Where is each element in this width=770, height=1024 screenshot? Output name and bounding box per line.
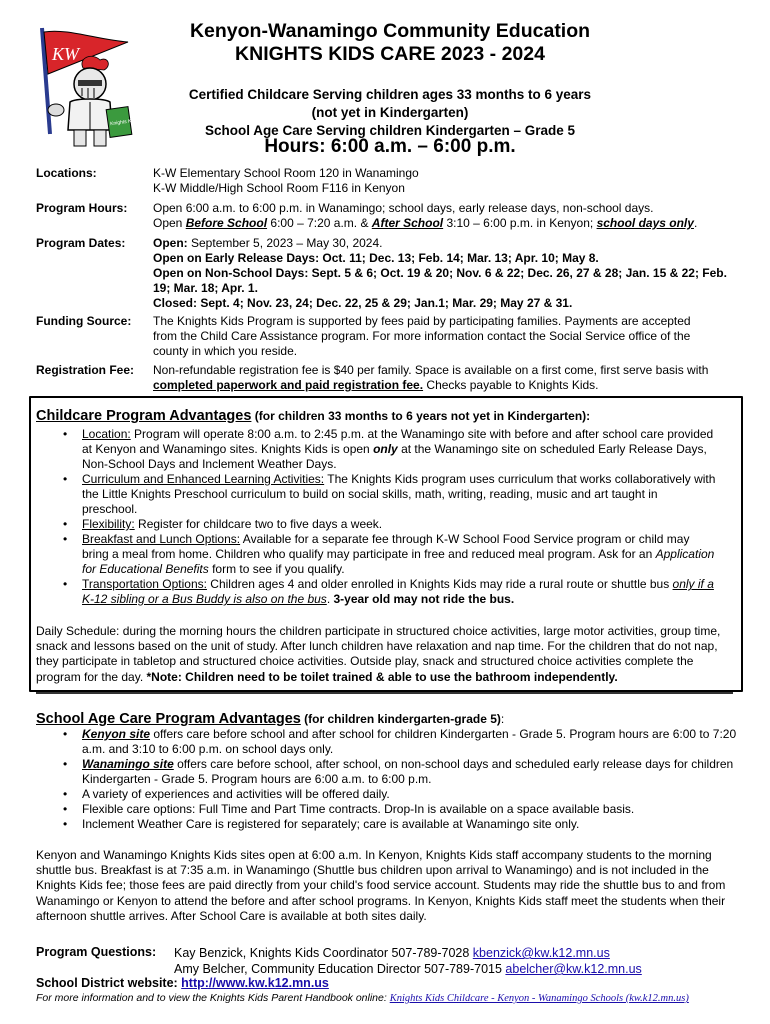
kindergarten-note: (not yet in Kindergarten) — [311, 105, 469, 120]
website-line — [36, 976, 329, 990]
wanamingo-site-label: Wanamingo site — [82, 757, 174, 771]
flag-text: KW — [52, 44, 79, 64]
early-release-dates — [153, 251, 753, 266]
list-item — [36, 532, 716, 577]
location-text-end: at the Wanamingo site on scheduled Early Release Days, Non-School Days and Inclement Weather Days. — [82, 442, 707, 471]
application-form-text: Application for Educational Benefits — [82, 547, 715, 576]
daily-schedule — [36, 624, 734, 685]
daily-schedule-text: Daily Schedule: during the morning hours the children participate in structured choice activities, large motor activities, group time, snack and lessons based on the unit of study. After lunch children have relaxation and nap time. For the children that do not nap, they participate in tabletop and structured choice activities. Outside play, snack and structured choice activities complete the program for the day. — [36, 624, 721, 684]
hours-heading: Hours: 6:00 a.m. – 6:00 p.m. — [264, 136, 516, 157]
contact-coordinator — [174, 945, 642, 961]
program-hours-value — [153, 201, 753, 231]
program-title: KNIGHTS KIDS CARE 2023 - 2024 — [235, 43, 545, 65]
school-days-only-text: school days only — [596, 216, 694, 230]
open-label: Open: — [153, 236, 188, 250]
childcare-heading — [36, 408, 736, 424]
wanamingo-site-text: offers care before school, after school, on non-school days and scheduled early release days for children Kindergarten - Grade 5. Program hours are 6:00 a.m. to 6:00 p.m. — [82, 757, 734, 786]
non-school-dates — [153, 266, 753, 281]
school-age-line: School Age Care Serving children Kindergarten – Grade 5 — [204, 123, 576, 138]
open-dates — [153, 236, 753, 251]
meals-text-end: form to see if you qualify. — [208, 562, 345, 576]
bus-buddy-text: only if a K-12 sibling or a Bus Buddy is also on the bus — [82, 577, 714, 606]
transportation-dot: . — [326, 592, 334, 606]
book-text: Knights Kids — [109, 117, 139, 128]
kenyon-site-label: Kenyon site — [82, 727, 151, 741]
program-hours-label: Program Hours: — [36, 201, 128, 215]
non-school-dates-cont — [153, 281, 753, 296]
transportation-label: Transportation Options: — [82, 577, 207, 591]
sites-paragraph: Kenyon and Wanamingo Knights Kids sites open at 6:00 a.m. In Kenyon, Knights Kids staff accompany students to the morning shuttle bus. Breakfast is at 7:35 a.m. in Wanamingo (Shuttle bus children upon arrival to Wanamingo) and is not included in the Knights Kids fee; those fees are paid directly from your child's food service account. Students may ride the shuttle bus to and from Wanamingo or Kenyon to attend the before and after school programs. In Kenyon, Knights Kids staff meet the students when their afternoon shuttle arrives. After School Care is available at both sites daily. — [36, 848, 726, 923]
flexibility-text: Register for childcare two to five days a week. — [134, 517, 383, 531]
registration-line-1: Non-refundable registration fee is $40 per family. Space is available on a first come, first serve basis with — [153, 363, 709, 377]
childcare-list — [36, 427, 716, 607]
nonschool-text: Sept. 5 & 6; Oct. 19 & 20; Nov. 6 & 22; Dec. 26, 27 & 28; Jan. 15 & 22; Feb. — [308, 266, 727, 280]
school-age-list — [36, 727, 742, 832]
curriculum-text: The Knights Kids program uses curriculum that works collaboratively with the Little Knights Preschool curriculum to build on social skills, math, writing, reading, music and art taught in preschool. — [82, 472, 716, 516]
locations-value — [153, 166, 753, 196]
program-questions-label: Program Questions: — [36, 945, 157, 959]
childcare-subtitle: (for children 33 months to 6 years not yet in Kindergarten): — [251, 409, 591, 423]
registration-label: Registration Fee: — [36, 363, 135, 377]
list-item — [36, 517, 716, 532]
school-age-subtitle: (for children kindergarten-grade 5) — [300, 712, 501, 726]
contact-director — [174, 961, 642, 977]
list-item: • Inclement Weather Care is registered for separately; care is available at Wanamingo site only. — [36, 817, 742, 832]
early-text: Oct. 11; Dec. 13; Feb. 14; Mar. 13; Apr. 10; May 8. — [319, 251, 599, 265]
location-2: K-W Middle/High School Room F116 in Kenyon — [153, 181, 405, 195]
funding-value — [153, 314, 753, 359]
funding-label: Funding Source: — [36, 314, 132, 328]
hours-text: 3:10 – 6:00 p.m. in Kenyon; — [443, 216, 597, 230]
hours-text: . — [693, 216, 698, 230]
registration-line-2 — [153, 378, 753, 393]
nonschool-text-2: 19; Mar. 18; Apr. 1. — [153, 281, 258, 295]
closed-dates — [153, 296, 753, 311]
list-item — [36, 577, 716, 607]
certified-line: Certified Childcare Serving children ages 33 months to 6 years — [188, 87, 592, 102]
only-text: only — [373, 442, 398, 456]
list-item — [36, 757, 742, 787]
registration-value — [153, 363, 753, 393]
no-bus-warning: 3-year old may not ride the bus. — [333, 592, 515, 606]
coordinator-email-link[interactable]: kbenzick@kw.k12.mn.us — [472, 946, 610, 960]
curriculum-label: Curriculum and Enhanced Learning Activities: — [82, 472, 325, 486]
knight-mascot-logo — [28, 22, 140, 150]
locations-label: Locations: — [36, 166, 97, 180]
early-label: Open on Early Release Days: — [153, 251, 320, 265]
director-email-link[interactable]: abelcher@kw.k12.mn.us — [505, 962, 642, 976]
closed-label: Closed: — [153, 296, 198, 310]
school-age-title: School Age Care Program Advantages — [36, 711, 301, 727]
location-text: Program will operate 8:00 a.m. to 2:45 p.m. at the Wanamingo site with before and after school care provided at Kenyon and Wanamingo sites. Knights Kids is open — [82, 427, 714, 456]
funding-line-1: The Knights Kids Program is supported by fees paid by participating families. Payments are accepted — [153, 314, 691, 328]
funding-line-3: county in which you reside. — [153, 344, 298, 358]
org-title: Kenyon-Wanamingo Community Education — [189, 20, 591, 42]
toilet-trained-note: *Note: Children need to be toilet trained & able to use the bathroom independently. — [146, 669, 618, 684]
website-label: School District website: — [36, 976, 182, 990]
list-item — [36, 427, 716, 472]
meals-text: Available for a separate fee through K-W School Food Service program or child may bring a meal from home. Children who qualify may participate in free and reduced meal program. Ask for an — [82, 532, 690, 561]
knight-mascot-icon — [28, 22, 140, 150]
handbook-link[interactable]: Knights Kids Childcare - Kenyon - Wanamingo Schools (kw.k12.mn.us) — [389, 993, 689, 1004]
coordinator-text: Kay Benzick, Knights Kids Coordinator 507-789-7028 — [174, 946, 473, 960]
website-link[interactable]: http://www.kw.k12.mn.us — [181, 976, 329, 990]
hours-text: Open — [153, 216, 186, 230]
program-dates-value — [153, 236, 753, 311]
funding-line-2: from the Child Care Assistance program. For more information contact the Social Service office of the — [153, 329, 691, 343]
completed-paperwork-text: completed paperwork and paid registration fee. — [153, 378, 424, 392]
open-text: September 5, 2023 – May 30, 2024. — [187, 236, 383, 250]
location-label: Location: — [82, 427, 131, 441]
list-item — [36, 727, 742, 757]
list-item: • Flexible care options: Full Time and Part Time contracts. Drop-In is available on a space available basis. — [36, 802, 742, 817]
flexibility-label: Flexibility: — [82, 517, 135, 531]
closed-text: Sept. 4; Nov. 23, 24; Dec. 22, 25 & 29; Jan.1; Mar. 29; May 27 & 31. — [197, 296, 573, 310]
program-dates-label: Program Dates: — [36, 236, 126, 250]
before-school-text: Before School — [185, 216, 268, 230]
hours-line-2 — [153, 216, 753, 231]
contacts — [174, 945, 642, 977]
location-1: K-W Elementary School Room 120 in Wanamingo — [153, 166, 419, 180]
section-divider — [36, 692, 733, 694]
kenyon-site-text: offers care before school and after school for children Kindergarten - Grade 5. Program hours are 6:00 to 7:20 a.m. and 3:10 to 6:00 p.m. on school days only. — [82, 727, 737, 756]
more-info-text: For more information and to view the Knights Kids Parent Handbook online: — [36, 992, 390, 1004]
meals-label: Breakfast and Lunch Options: — [82, 532, 241, 546]
hours-text: 6:00 – 7:20 a.m. & — [267, 216, 372, 230]
more-info-line — [36, 992, 756, 1004]
list-item: • A variety of experiences and activities will be offered daily. — [36, 787, 742, 802]
childcare-title: Childcare Program Advantages — [36, 408, 252, 424]
checks-payable-text: Checks payable to Knights Kids. — [423, 378, 599, 392]
after-school-text: After School — [371, 216, 444, 230]
list-item — [36, 472, 716, 517]
hours-line-1: Open 6:00 a.m. to 6:00 p.m. in Wanamingo; school days, early release days, non-school days. — [153, 201, 654, 215]
transportation-text: Children ages 4 and older enrolled in Knights Kids may ride a rural route or shuttle bus — [206, 577, 673, 591]
director-text: Amy Belcher, Community Education Director 507-789-7015 — [174, 962, 506, 976]
school-age-heading — [36, 711, 746, 727]
nonschool-label: Open on Non-School Days: — [153, 266, 309, 280]
school-age-colon: : — [500, 712, 505, 726]
